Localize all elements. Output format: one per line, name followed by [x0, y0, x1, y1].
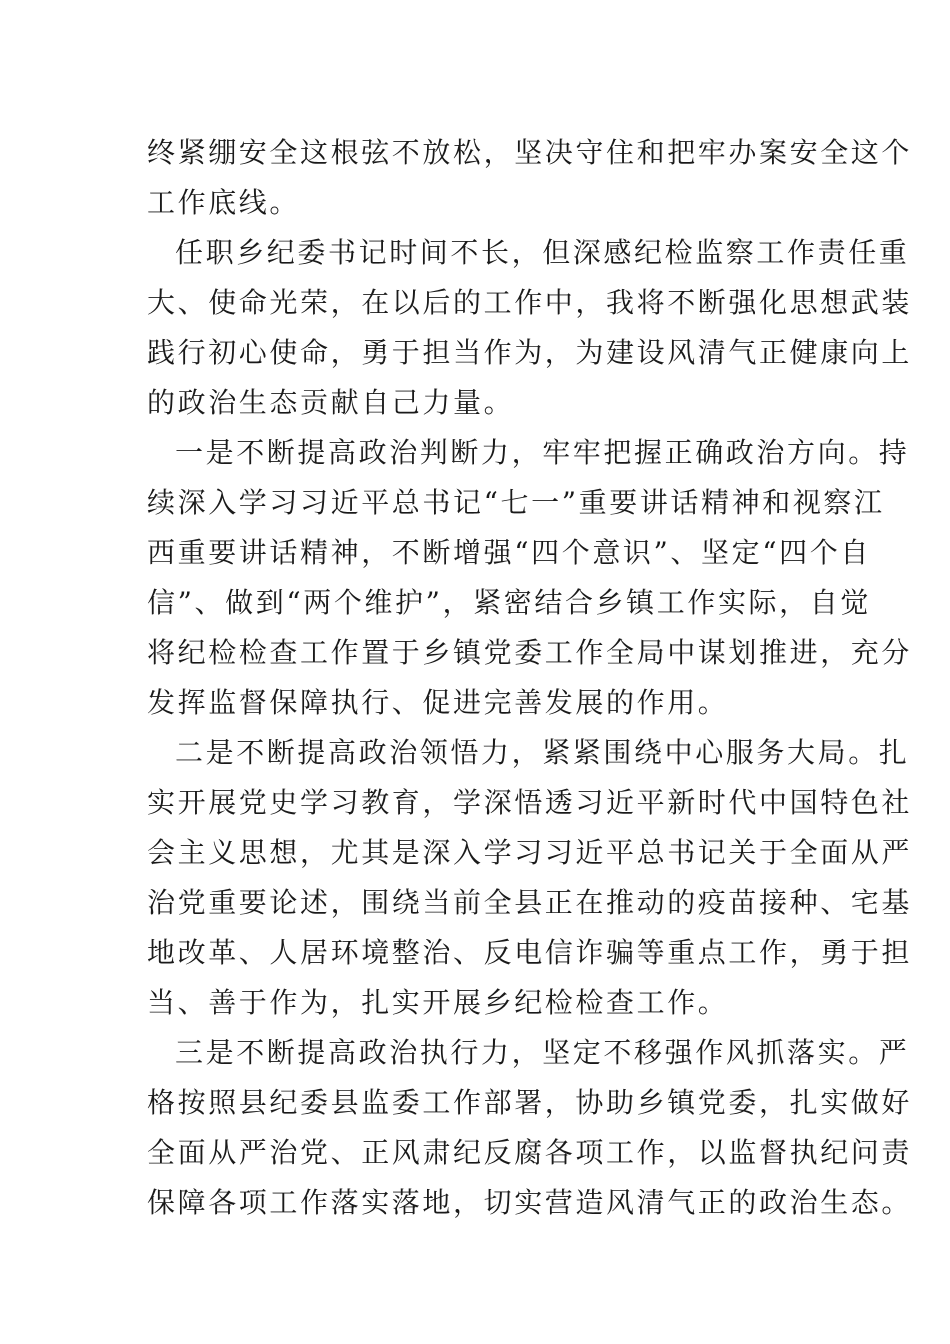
text-line: 续深入学习习近平总书记“七一”重要讲话精神和视察江 [147, 486, 885, 519]
text-line: 会主义思想，尤其是深入学习习近平总书记关于全面从严 [147, 836, 913, 869]
text-line: 全面从严治党、正风肃纪反腐各项工作，以监督执纪问责 [147, 1136, 913, 1169]
text-line: 终紧绷安全这根弦不放松，坚决守住和把牢办案安全这个 [147, 136, 913, 169]
text-line: 当、善于作为，扎实开展乡纪检检查工作。 [147, 986, 729, 1019]
text-line: 信”、做到“两个维护”，紧密结合乡镇工作实际，自觉 [147, 586, 871, 619]
text-line: 大、使命光荣，在以后的工作中，我将不断强化思想武装 [147, 286, 913, 319]
paragraph-first-line: 一是不断提高政治判断力，牢牢把握正确政治方向。持 [175, 436, 910, 469]
paragraph-first-line: 三是不断提高政治执行力，坚定不移强作风抓落实。严 [175, 1036, 910, 1069]
text-line: 格按照县纪委县监委工作部署，协助乡镇党委，扎实做好 [147, 1086, 913, 1119]
text-line: 践行初心使命，勇于担当作为，为建设风清气正健康向上 [147, 336, 913, 369]
text-line: 保障各项工作落实落地，切实营造风清气正的政治生态。 [147, 1186, 913, 1219]
text-line: 实开展党史学习教育，学深悟透习近平新时代中国特色社 [147, 786, 913, 819]
text-line: 的政治生态贡献自己力量。 [147, 386, 515, 419]
text-line: 治党重要论述，围绕当前全县正在推动的疫苗接种、宅基 [147, 886, 913, 919]
text-line: 发挥监督保障执行、促进完善发展的作用。 [147, 686, 729, 719]
text-line: 地改革、人居环境整治、反电信诈骗等重点工作，勇于担 [147, 936, 913, 969]
text-line: 西重要讲话精神，不断增强“四个意识”、坚定“四个自 [147, 536, 871, 569]
paragraph-first-line: 二是不断提高政治领悟力，紧紧围绕中心服务大局。扎 [175, 736, 910, 769]
text-line: 工作底线。 [147, 186, 301, 219]
paragraph-first-line: 任职乡纪委书记时间不长，但深感纪检监察工作责任重 [175, 236, 910, 269]
text-line: 将纪检检查工作置于乡镇党委工作全局中谋划推进，充分 [147, 636, 913, 669]
